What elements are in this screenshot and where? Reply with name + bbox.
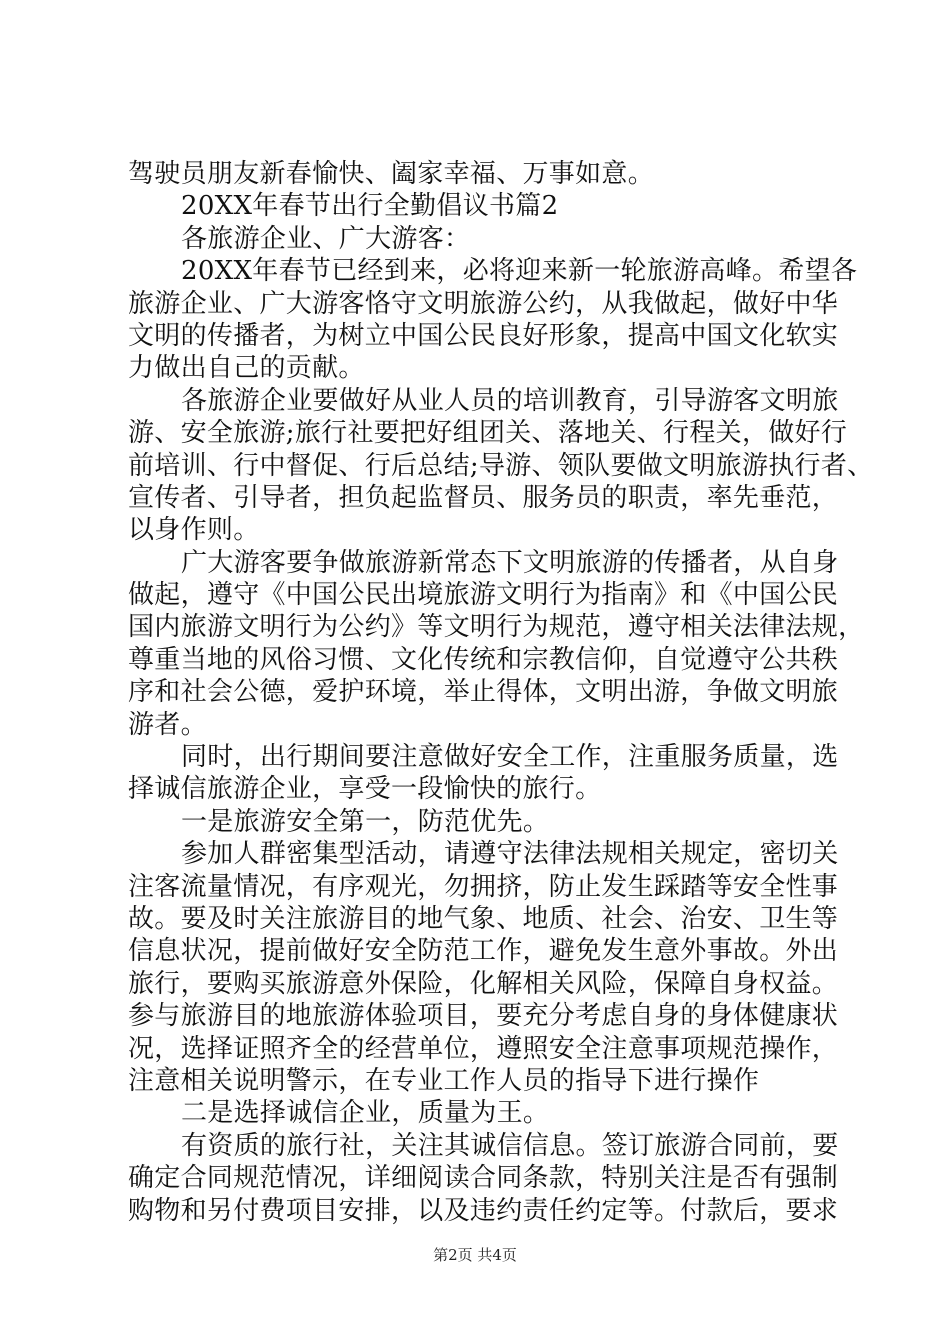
text-line: 以身作则。 bbox=[128, 515, 260, 546]
text-line: 况，选择证照齐全的经营单位，遵照安全注意事项规范操作， bbox=[128, 1033, 839, 1064]
text-line: 同时，出行期间要注意做好安全工作，注重服务质量，选 bbox=[181, 742, 839, 773]
text-line: 尊重当地的风俗习惯、文化传统和宗教信仰，自觉遵守公共秩 bbox=[128, 644, 839, 675]
subheading: 一是旅游安全第一，防范优先。 bbox=[181, 806, 550, 837]
text-line: 前培训、行中督促、行后总结;导游、领队要做文明旅游执行者、 bbox=[128, 450, 874, 481]
section-heading: 20XX年春节出行全勤倡议书篇2 bbox=[181, 191, 559, 222]
text-line: 文明的传播者，为树立中国公民良好形象，提高中国文化软实 bbox=[128, 320, 839, 351]
text-line: 序和社会公德，爱护环境，举止得体，文明出游，争做文明旅 bbox=[128, 677, 839, 708]
text-line: 各旅游企业要做好从业人员的培训教育，引导游客文明旅 bbox=[181, 385, 839, 416]
text-line: 注客流量情况，有序观光，勿拥挤，防止发生踩踏等安全性事 bbox=[128, 871, 839, 902]
text-line: 择诚信旅游企业，享受一段愉快的旅行。 bbox=[128, 774, 602, 805]
text-line: 信息状况，提前做好安全防范工作，避免发生意外事故。外出 bbox=[128, 936, 839, 967]
text-line: 20XX年春节已经到来，必将迎来新一轮旅游高峰。希望各 bbox=[181, 256, 858, 287]
text-line: 国内旅游文明行为公约》等文明行为规范，遵守相关法律法规， bbox=[128, 612, 865, 643]
text-line: 做起，遵守《中国公民出境旅游文明行为指南》和《中国公民 bbox=[128, 580, 839, 611]
text-line: 游、安全旅游;旅行社要把好组团关、落地关、行程关，做好行 bbox=[128, 418, 848, 449]
text-line: 故。要及时关注旅游目的地气象、地质、社会、治安、卫生等 bbox=[128, 903, 839, 934]
text-line: 参与旅游目的地旅游体验项目，要充分考虑自身的身体健康状 bbox=[128, 1001, 839, 1032]
text-line: 广大游客要争做旅游新常态下文明旅游的传播者，从自身 bbox=[181, 547, 839, 578]
text-line: 有资质的旅行社，关注其诚信信息。签订旅游合同前，要 bbox=[181, 1130, 839, 1161]
text-line: 宣传者、引导者，担负起监督员、服务员的职责，率先垂范， bbox=[128, 482, 839, 513]
text-line: 驾驶员朋友新春愉快、阖家幸福、万事如意。 bbox=[128, 159, 655, 189]
text-line: 游者。 bbox=[128, 709, 207, 740]
text-line: 参加人群密集型活动，请遵守法律法规相关规定，密切关 bbox=[181, 839, 839, 870]
page-number-footer: 第2页 共4页 bbox=[433, 1246, 517, 1264]
salutation: 各旅游企业、广大游客： bbox=[181, 223, 471, 254]
text-line: 确定合同规范情况，详细阅读合同条款，特别关注是否有强制 bbox=[128, 1163, 839, 1194]
document-body bbox=[128, 158, 874, 1227]
text-line: 购物和另付费项目安排，以及违约责任约定等。付款后，要求 bbox=[128, 1195, 839, 1226]
text-line: 旅游企业、广大游客恪守文明旅游公约，从我做起，做好中华 bbox=[128, 288, 839, 319]
text-line: 注意相关说明警示，在专业工作人员的指导下进行操作 bbox=[128, 1065, 760, 1096]
subheading: 二是选择诚信企业，质量为王。 bbox=[181, 1098, 550, 1129]
text-line: 力做出自己的贡献。 bbox=[128, 353, 365, 384]
text-line: 旅行，要购买旅游意外保险，化解相关风险，保障自身权益。 bbox=[128, 968, 839, 999]
